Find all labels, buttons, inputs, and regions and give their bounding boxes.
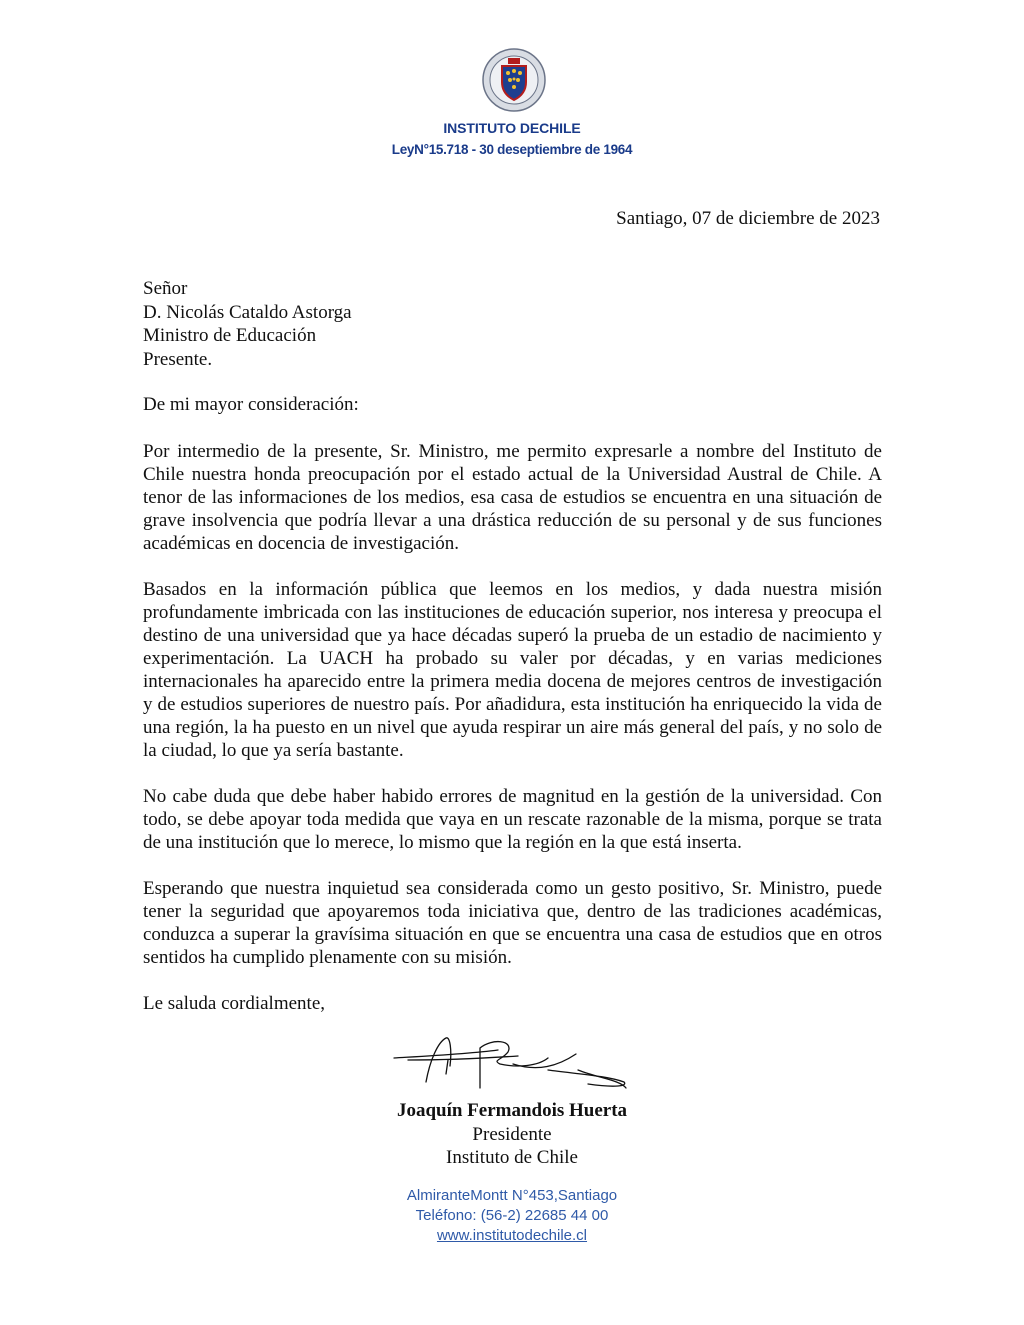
footer-phone: Teléfono: (56-2) 22685 44 00 <box>415 1207 609 1224</box>
signer-block <box>362 1099 662 1170</box>
body-paragraph: Por intermedio de la presente, Sr. Ministro, me permito expresarle a nombre del Instituto de Chile nuestra honda preocupación por el estado actual de la Universidad Austral de Chile. A tenor de las informaciones de los medios, esa casa de estudios se encuentra en una situación de grave insolvencia que podría llevar a una drástica reducción de su personal y de sus funciones académicas en docencia de investigación. <box>143 441 882 554</box>
letter-date: Santiago, 07 de diciembre de 2023 <box>616 208 880 229</box>
recipient-salutation: Señor <box>143 278 188 299</box>
institute-name: INSTITUTO DECHILE <box>443 120 581 136</box>
signer-organization: Instituto de Chile <box>446 1147 578 1168</box>
body-paragraph: Esperando que nuestra inquietud sea considerada como un gesto positivo, Sr. Ministro, puede tener la seguridad que apoyaremos toda iniciativa que, dentro de las tradiciones académicas, conduzca a superar la gravísima situación en que se encuentra una casa de estudios que en otros sentidos ha cumplido plenamente con su misión. <box>143 878 882 968</box>
signer-title: Presidente <box>472 1123 552 1145</box>
body-paragraph: Basados en la información pública que leemos en los medios, y dada nuestra misión profundamente imbricada con las instituciones de educación superior, nos interesa y preocupa el destino de una universidad que ya hace décadas superó la prueba de un estadio de nacimiento y experimentación. La UACH ha probado su valer por décadas, y en varias mediciones internacionales ha aparecido entre la primera media docena de mejores centros de investigación y de estudios superiores de nuestro país. Por añadidura, esta institución ha enriquecido la vida de una región, la ha puesto en un nivel que ayuda respirar un aire más general del país, y no solo de la ciudad, lo que ya sería bastante. <box>143 579 882 761</box>
letter-greeting: De mi mayor consideración: <box>143 394 359 415</box>
recipient-block <box>143 277 352 371</box>
letter-closing: Le saluda cordialmente, <box>143 993 326 1014</box>
institute-seal-logo <box>482 46 546 114</box>
institute-law-reference: LeyN°15.718 - 30 deseptiembre de 1964 <box>391 142 633 157</box>
recipient-presente: Presente. <box>143 348 213 370</box>
footer-address: AlmiranteMontt N°453,Santiago <box>406 1187 618 1204</box>
recipient-title: Ministro de Educación <box>143 325 317 346</box>
footer-website-link[interactable]: www.institutodechile.cl <box>436 1227 588 1244</box>
recipient-name: D. Nicolás Cataldo Astorga <box>143 301 352 323</box>
footer-contact <box>0 1186 1024 1246</box>
signer-name: Joaquín Fermandois Huerta <box>396 1100 628 1121</box>
body-paragraph: No cabe duda que debe haber habido errores de magnitud en la gestión de la universidad. Con todo, se debe apoyar toda medida que vaya en un rescate razonable de la misma, porque se trata de una institución que lo merece, lo mismo que la región en la que está inserta. <box>143 786 882 853</box>
handwritten-signature <box>388 1030 638 1100</box>
